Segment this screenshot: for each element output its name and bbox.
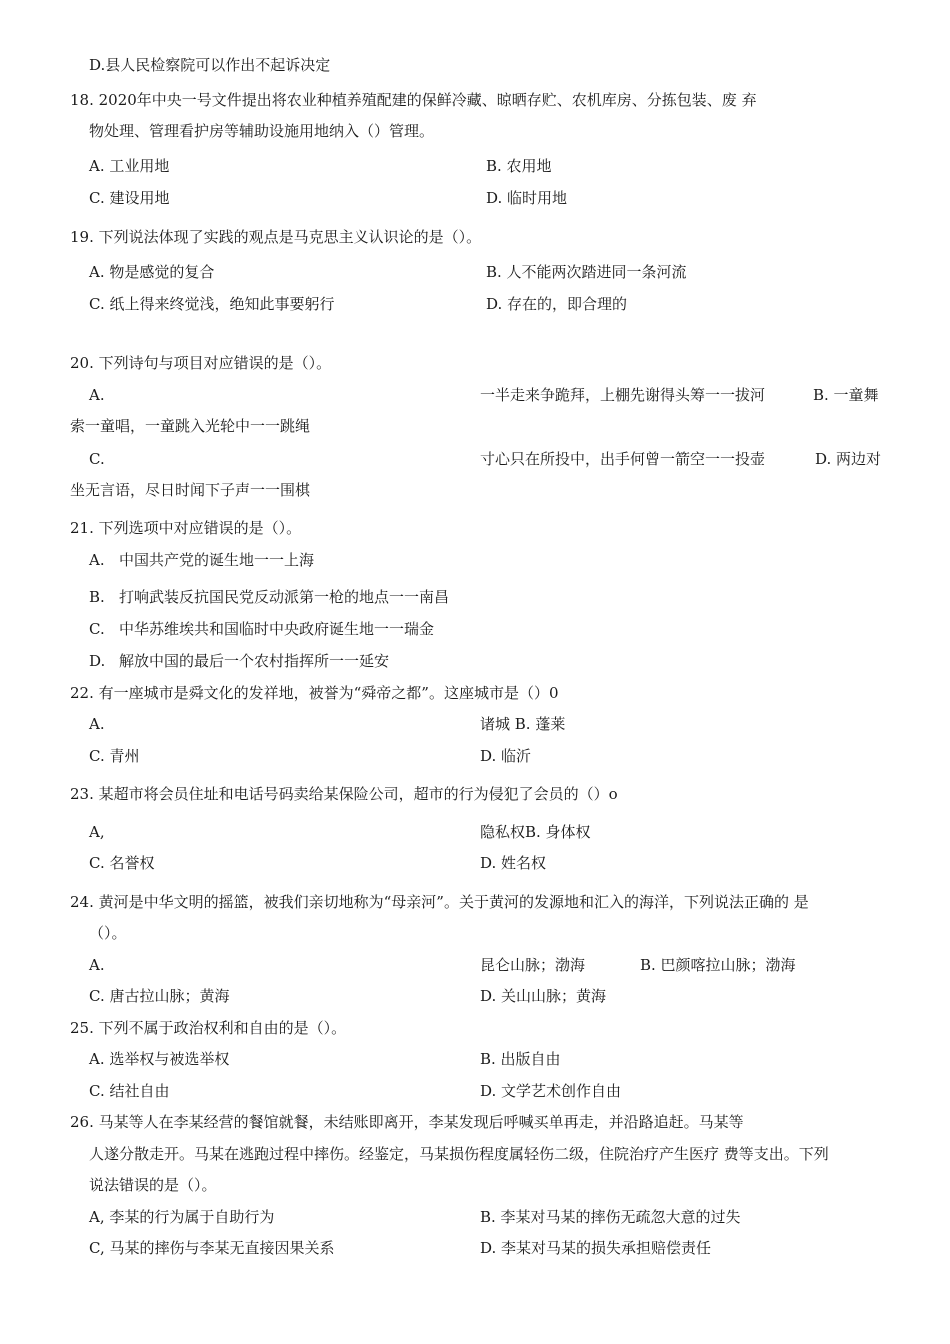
q20-option-a-label: A. [89, 386, 105, 404]
q21-option-d: 解放中国的最后一个农村指挥所一一延安 [119, 652, 390, 670]
q23-option-d: D. 姓名权 [480, 854, 547, 872]
q24-stem-line1: 24. 黄河是中华文明的摇篮，被我们亲切地称为“母亲河”。关于黄河的发源地和汇入的海洋，下列说法正确的 是 [70, 893, 809, 911]
q22-option-d: D. 临沂 [480, 747, 532, 765]
q21-option-a: 中国共产党的诞生地一一上海 [119, 551, 315, 569]
q26-option-c: C, 马某的摔伤与李某无直接因果关系 [89, 1239, 335, 1257]
q26-stem-line2: 人遂分散走开。马某在逃跑过程中摔伤。经鉴定，马某损伤程度属轻伤二级，住院治疗产生医疗 费等支出。下列 [89, 1145, 829, 1163]
q19-option-a: A. 物是感觉的复合 [89, 263, 215, 281]
q26-option-d: D. 李某对马某的损失承担赔偿责任 [480, 1239, 712, 1257]
q21-option-c: 中华苏维埃共和国临时中央政府诞生地一一瑞金 [119, 620, 435, 638]
q25-option-a: A. 选举权与被选举权 [89, 1050, 230, 1068]
q26-option-b: B. 李某对马某的摔伤无疏忽大意的过失 [480, 1208, 741, 1226]
q24-option-b: B. 巴颜喀拉山脉；渤海 [640, 956, 796, 974]
q22-stem: 22. 有一座城市是舜文化的发祥地，被誉为“舜帝之都”。这座城市是（）0 [70, 684, 559, 702]
q25-option-d: D. 文学艺术创作自由 [480, 1082, 622, 1100]
q21-option-d-label: D. [89, 652, 106, 670]
q21-option-c-label: C. [89, 620, 105, 638]
q19-option-d: D. 存在的，即合理的 [486, 295, 628, 313]
q19-option-c: C. 纸上得来终觉浅，绝知此事要躬行 [89, 295, 335, 313]
q23-option-a-label: A, [89, 823, 105, 841]
q22-option-a-label: A. [89, 715, 105, 733]
q20-option-c-label: C. [89, 450, 105, 468]
q24-stem-line2: （）。 [89, 924, 127, 942]
q18-option-a: A. 工业用地 [89, 157, 170, 175]
q19-option-b: B. 人不能两次踏进同一条河流 [486, 263, 687, 281]
q23-option-c: C. 名誉权 [89, 854, 155, 872]
q18-stem-line1: 18. 2020年中央一号文件提出将农业种植养殖配建的保鲜冷藏、晾晒存贮、农机库房、分拣包装、废 弃 [70, 91, 757, 109]
q26-stem-line1: 26. 马某等人在李某经营的餐馆就餐，未结账即离开，李某发现后呼喊买单再走，并沿路追赶。马某等 [70, 1113, 744, 1131]
q18-option-b: B. 农用地 [486, 157, 552, 175]
q20-option-c-text: 寸心只在所投中，出手何曾一箭空一一投壶 [480, 450, 766, 468]
q24-option-d: D. 关山山脉；黄海 [480, 987, 607, 1005]
q21-stem: 21. 下列选项中对应错误的是（）。 [70, 519, 302, 537]
q26-option-a: A, 李某的行为属于自助行为 [89, 1208, 275, 1226]
q20-stem: 20. 下列诗句与项目对应错误的是（）。 [70, 354, 332, 372]
q20-option-d-label: D. 两边对 [815, 450, 882, 468]
q20-option-b-text: 索一童唱，一童跳入光轮中一一跳绳 [70, 417, 311, 435]
q23-option-ab-text: 隐私权B. 身体权 [480, 823, 591, 841]
q22-option-c: C. 青州 [89, 747, 140, 765]
q25-option-b: B. 出版自由 [480, 1050, 561, 1068]
q19-stem: 19. 下列说法体现了实践的观点是马克思主义认识论的是（）。 [70, 228, 482, 246]
q17-option-d: D.县人民检察院可以作出不起诉决定 [89, 56, 331, 74]
q22-option-ab-text: 诸城 B. 蓬莱 [480, 715, 566, 733]
q25-stem: 25. 下列不属于政治权利和自由的是（）。 [70, 1019, 347, 1037]
q20-option-b-label: B. 一童舞 [813, 386, 879, 404]
q23-stem: 23. 某超市将会员住址和电话号码卖给某保险公司，超市的行为侵犯了会员的（）o [70, 785, 618, 803]
q24-option-a-text: 昆仑山脉；渤海 [480, 956, 586, 974]
q18-option-d: D. 临时用地 [486, 189, 568, 207]
q20-option-d-text: 坐无言语，尽日时闻下子声一一围棋 [70, 481, 311, 499]
q18-option-c: C. 建设用地 [89, 189, 170, 207]
q24-option-a-label: A. [89, 956, 105, 974]
q24-option-c: C. 唐古拉山脉；黄海 [89, 987, 230, 1005]
q26-stem-line3: 说法错误的是（）。 [89, 1176, 217, 1194]
q18-stem-line2: 物处理、管理看护房等辅助设施用地纳入（）管理。 [89, 122, 435, 140]
q21-option-b-label: B. [89, 588, 105, 606]
q21-option-a-label: A. [89, 551, 105, 569]
q21-option-b: 打响武装反抗国民党反动派第一枪的地点一一南昌 [119, 588, 450, 606]
q20-option-a-text: 一半走来争跪拜，上棚先谢得头筹一一拔河 [480, 386, 766, 404]
q25-option-c: C. 结社自由 [89, 1082, 170, 1100]
